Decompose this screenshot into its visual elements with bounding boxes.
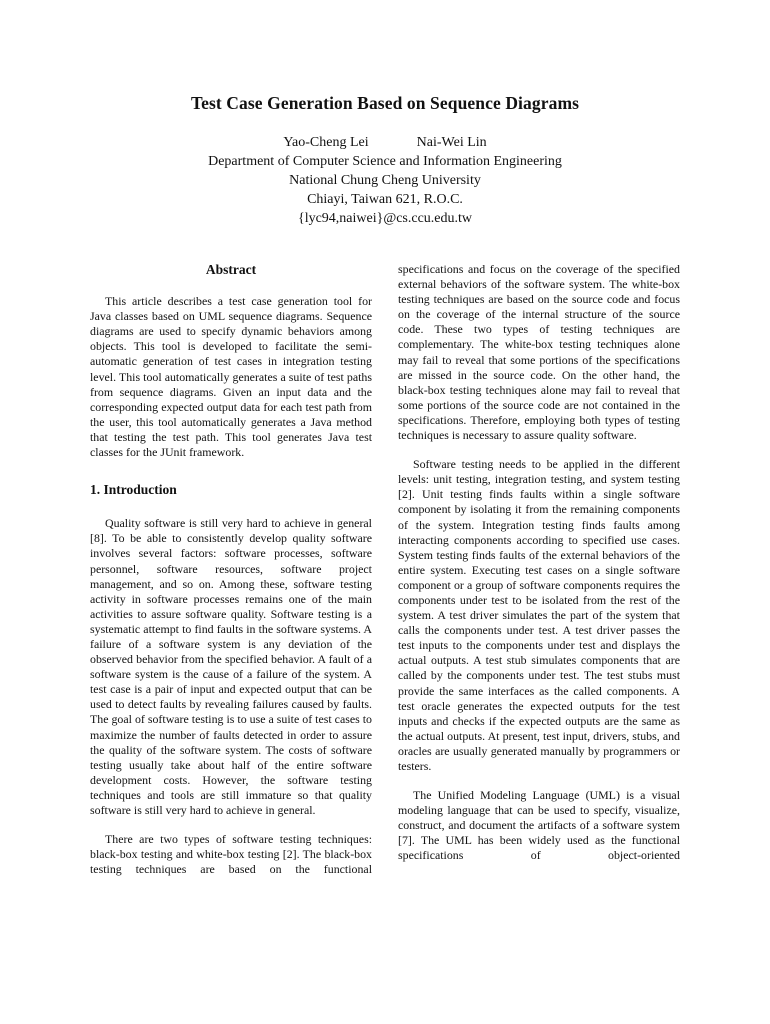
left-column <box>90 262 372 877</box>
body-paragraph: The Unified Modeling Language (UML) is a visual modeling language that can be used to specify, visualize, construct, and document the artifacts of a software system [7]. The UML has been widely used as the functional specifications of object-oriented <box>398 788 680 863</box>
author-name: Yao-Cheng Lei <box>283 135 369 150</box>
affiliation-address: Chiayi, Taiwan 621, R.O.C. <box>307 192 463 207</box>
abstract-text: This article describes a test case generation tool for Java classes based on UML sequence diagrams. Sequence diagrams are used to specify dynamic behaviors among objects. This tool is developed to facilitate the semi-automatic generation of test cases in integration testing level. This tool automatically generates a suite of test paths from sequence diagrams. Given an input data and the corresponding expected output data for each test path from the user, this tool automatically generates a Java method that testing the test path. This tool generates Java test classes for the JUnit framework. <box>90 294 372 460</box>
body-paragraph: specifications and focus on the coverage of the specified external behaviors of the software system. The white-box testing techniques are based on the source code and focus on the coverage of the internal structure of the source code. These two types of testing techniques are complementary. The white-box testing techniques alone may fail to reveal that some portions of the specifications are missed in the source code. On the other hand, the black-box testing techniques alone may fail to reveal that some portions of the source code are not contained in the specifications. Therefore, employing both types of testing techniques is necessary to assure quality software. <box>398 262 680 443</box>
body-paragraph: Software testing needs to be applied in the different levels: unit testing, integration testing, and system testing [2]. Unit testing finds faults within a single software component by isolating it from the remaining components of the system. Integration testing finds faults among interacting components according to specified use cases. System testing finds faults of the external behaviors of the entire system. Executing test cases on a single software component or a group of software components requires the components under test to be isolated from the rest of the system. A test driver simulates the part of the system that calls the components under test. A test driver passes the test inputs to the components under test and displays the actual outputs. A test stub simulates components that are called by the components under test. The test stubs must provide the same interfaces as the called components. A test oracle generates the expected outputs for the test inputs and checks if the expected outputs are the same as the actual outputs. At present, test input, drivers, stubs, and oracles are usually generated manually by programmers or testers. <box>398 457 680 773</box>
author-name: Nai-Wei Lin <box>416 135 487 150</box>
author-block <box>0 133 770 228</box>
introduction-heading: 1. Introduction <box>90 482 177 498</box>
author-names <box>0 133 770 152</box>
author-emails: {lyc94,naiwei}@cs.ccu.edu.tw <box>297 211 473 226</box>
affiliation-university: National Chung Cheng University <box>289 173 481 188</box>
paper-title: Test Case Generation Based on Sequence Diagrams <box>190 93 580 113</box>
introduction-paragraph: Quality software is still very hard to achieve in general [8]. To be able to consistently develop quality software involves several factors: software processes, software personnel, software resources, software project management, and so on. Among these, software testing activity in software processes remains one of the main activities to assure software quality. Software testing is a systematic attempt to find faults in the software systems. A failure of a software system is any deviation of the observed behavior from the specified behavior. A fault of a software system is the cause of a failure of the system. A test case is a pair of input and expected output that can be used to detect faults by revealing failures caused by faults. The goal of software testing is to use a suite of test cases to maximize the number of faults detected in order to assure the quality of the software system. The costs of software testing usually take about half of the entire software development costs. However, the software testing techniques and tools are still immature so that quality software is still very hard to achieve in general. <box>90 516 372 817</box>
introduction-paragraph: There are two types of software testing techniques: black-box testing and white-box testing [2]. The black-box testing techniques are based on the functional <box>90 832 372 877</box>
right-column <box>398 262 680 864</box>
abstract-heading: Abstract <box>205 262 257 277</box>
affiliation-department: Department of Computer Science and Information Engineering <box>208 154 562 169</box>
